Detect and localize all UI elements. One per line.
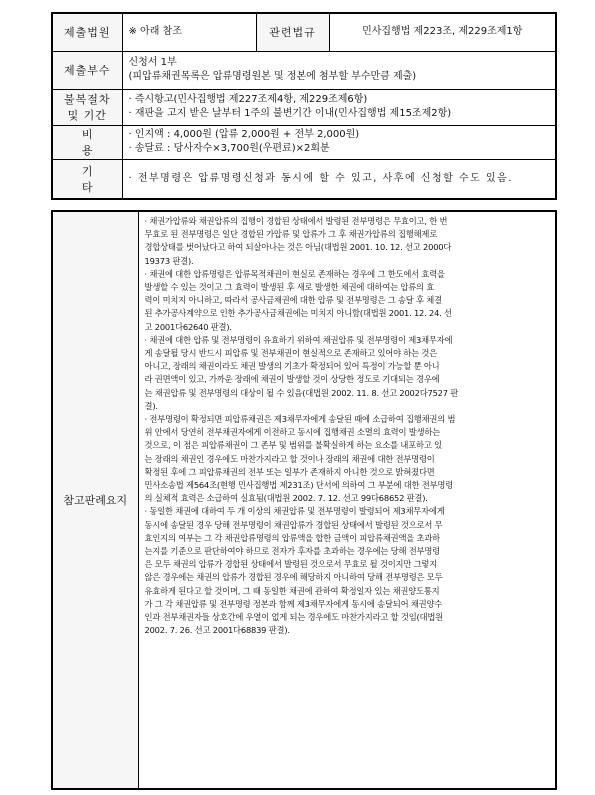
cost-value-line-2: · 송달료 : 당사자수×3,700원(우편료)×2회분 <box>128 143 330 154</box>
reference-line: · 채권가압류와 채권압류의 집행이 경합된 상태에서 발령된 전부명령은 무효이고, 한 번 <box>144 216 448 226</box>
reference-line: 경합상태를 벗어났다고 하여 되살아나는 것은 아님(대법원 2001. 10. 12. 선고 2000다 <box>144 242 452 253</box>
appeal-label-line-2: 및 기간 <box>67 109 107 122</box>
reference-line: 는 채권압류 및 전부명령의 대상이 될 수 있음(대법원 2002. 11. 8. 선고 2002다7527 판 <box>144 387 459 398</box>
reference-line: 력이 미치지 아니하고, 따라서 공사금채권에 대한 압류 및 전부명령은 그 송달 후 체결 <box>144 295 442 306</box>
reference-line: · 동일한 채권에 대하여 두 개 이상의 채권압류 및 전부명령이 발령되어 제3채무자에게 <box>144 506 445 517</box>
reference-item <box>145 334 550 413</box>
reference-item <box>145 268 550 334</box>
reference-line: 은 모두 채권의 압류가 경합된 상태에서 발령된 것으로서 무효로 될 것이지만 그렇지 <box>144 559 438 570</box>
reference-line: 아니고, 장래의 채권이라도 채권 발생의 기초가 확정되어 있어 특정이 가능할 뿐 아니 <box>144 361 440 372</box>
reference-line: 발생할 수 있는 것이고 그 효력이 발생된 후 새로 발생한 채권에 대하여는 압류의 효 <box>144 282 435 293</box>
reference-line: 가 그 각 채권압류 및 전부명령 정본과 함께 제3채무자에게 동시에 송달되어 채권양수 <box>144 598 443 609</box>
reference-line: 않은 경우에는 채권의 압류가 경합된 경우에 해당하지 아니하여 당해 전부명령은 모두 <box>144 572 443 583</box>
appeal-value-line-2: · 재판을 고지 받은 날부터 1주의 불변기간 이내(민사집행법 제15조제2항) <box>128 108 452 119</box>
cost-label: 비 용 <box>52 125 122 159</box>
cost-value-line-1: · 인지액 : 4,000원 (압류 2,000원 + 전부 2,000원) <box>128 129 360 140</box>
reference-body <box>138 211 556 789</box>
reference-table <box>51 210 557 790</box>
law-label: 관련법규 <box>256 13 329 51</box>
copies-value-line-1: 신청서 1부 <box>128 57 177 68</box>
copies-label: 제출부수 <box>52 51 122 89</box>
court-value: ※ 아래 참조 <box>122 13 256 51</box>
reference-label: 참고판례요지 <box>52 211 138 789</box>
appeal-value <box>122 89 556 125</box>
reference-line: 게 송달될 당시 반드시 피압류 및 전부채권이 현실적으로 존재하고 있어야 하는 것은 <box>144 348 438 359</box>
info-table <box>51 12 557 200</box>
law-value: 민사집행법 제223조, 제229조제1항 <box>329 13 556 51</box>
etc-label: 기 타 <box>52 159 122 199</box>
reference-line: 무효로 된 전부명령은 일단 경합된 가압류 및 압류가 그 후 채권가압류의 집행해제로 <box>144 229 438 240</box>
etc-value: · 전부명령은 압류명령신청과 동시에 할 수 있고, 사후에 신청할 수도 있음. <box>122 159 556 199</box>
copies-value-line-2: (피압류채권목록은 압류명령원본 및 정본에 첨부할 부수만큼 제출) <box>128 71 417 82</box>
reference-line: 라 권면액이 있고, 가까운 장래에 채권이 발생할 것이 상당한 정도로 기대되는 경우에 <box>144 374 440 385</box>
court-label: 제출법원 <box>52 13 122 51</box>
reference-line: 유효하게 된다고 할 것이며, 그 때 동일한 채권에 관하여 확정일자 있는 채권양도통지 <box>144 585 440 596</box>
reference-line: 19373 판결). <box>144 255 194 266</box>
reference-line: 의 실체적 효력은 소급하여 실효됨(대법원 2002. 7. 12. 선고 99다68652 판결). <box>144 493 428 504</box>
reference-line: · 채권에 대한 압류명령은 압류목적채권이 현실로 존재하는 경우에 그 한도에서 효력을 <box>144 268 445 279</box>
reference-line: 효인지의 여부는 그 각 채권압류명령의 압류액을 합한 금액이 피압류채권액을 초과하 <box>144 532 440 543</box>
cost-value <box>122 125 556 159</box>
reference-line: 는지를 기준으로 판단하여야 하므로 전자가 후자를 초과하는 경우에는 당해 전부명령 <box>144 546 440 557</box>
reference-line: 결). <box>144 400 158 411</box>
reference-line: 는 장래의 채권인 경우에도 마찬가지라고 할 것이나 장래의 채권에 대한 전부명령이 <box>144 453 435 464</box>
reference-line: 인과 전부채권자들 상호간에 우열이 없게 되는 경우에도 마찬가지라고 할 것임(대법원 <box>144 612 443 623</box>
reference-item <box>145 413 550 505</box>
appeal-value-line-1: · 즉시항고(민사집행법 제227조제4항, 제229조제6항) <box>128 94 368 105</box>
reference-line: 위 안에서 당연히 전부채권자에게 이전하고 동시에 집행채권 소멸의 효력이 발생하는 <box>144 427 440 438</box>
reference-line: 것으로, 이 점은 피압류채권이 그 존부 및 범위를 불확실하게 하는 요소를 내포하고 있 <box>144 440 442 451</box>
appeal-label-line-1: 불복절차 <box>63 93 111 106</box>
reference-item <box>145 505 550 637</box>
appeal-label <box>52 89 122 125</box>
reference-line: 된 추가공사계약으로 인한 추가공사금채권에는 미치지 아니함(대법원 2001. 12. 24. 선 <box>144 308 452 319</box>
reference-line: · 전부명령이 확정되면 피압류채권은 제3채무자에게 송달된 때에 소급하여 집행채권의 범 <box>144 414 456 425</box>
reference-line: · 채권에 대한 압류 및 전부명령이 유효하기 위하여 채권압류 및 전부명령이 제3채무자에 <box>144 334 453 345</box>
reference-line: 확정된 후에 그 피압류채권의 전부 또는 일부가 존재하지 아니한 것으로 밝혀졌다면 <box>144 466 435 477</box>
reference-line: 2002. 7. 26. 선고 2001다68839 판결). <box>144 625 290 636</box>
reference-items <box>145 215 550 638</box>
reference-line: 민사소송법 제564조(현행 민사집행법 제231조) 단서에 의하여 그 부분에 대한 전부명령 <box>144 480 454 491</box>
copies-value <box>122 51 556 89</box>
reference-line: 동시에 송달된 경우 당해 전부명령이 채권압류가 경합된 상태에서 발령된 것으로서 무 <box>144 519 443 530</box>
reference-line: 고 2001다62640 판결). <box>144 321 232 332</box>
reference-item <box>145 215 550 268</box>
